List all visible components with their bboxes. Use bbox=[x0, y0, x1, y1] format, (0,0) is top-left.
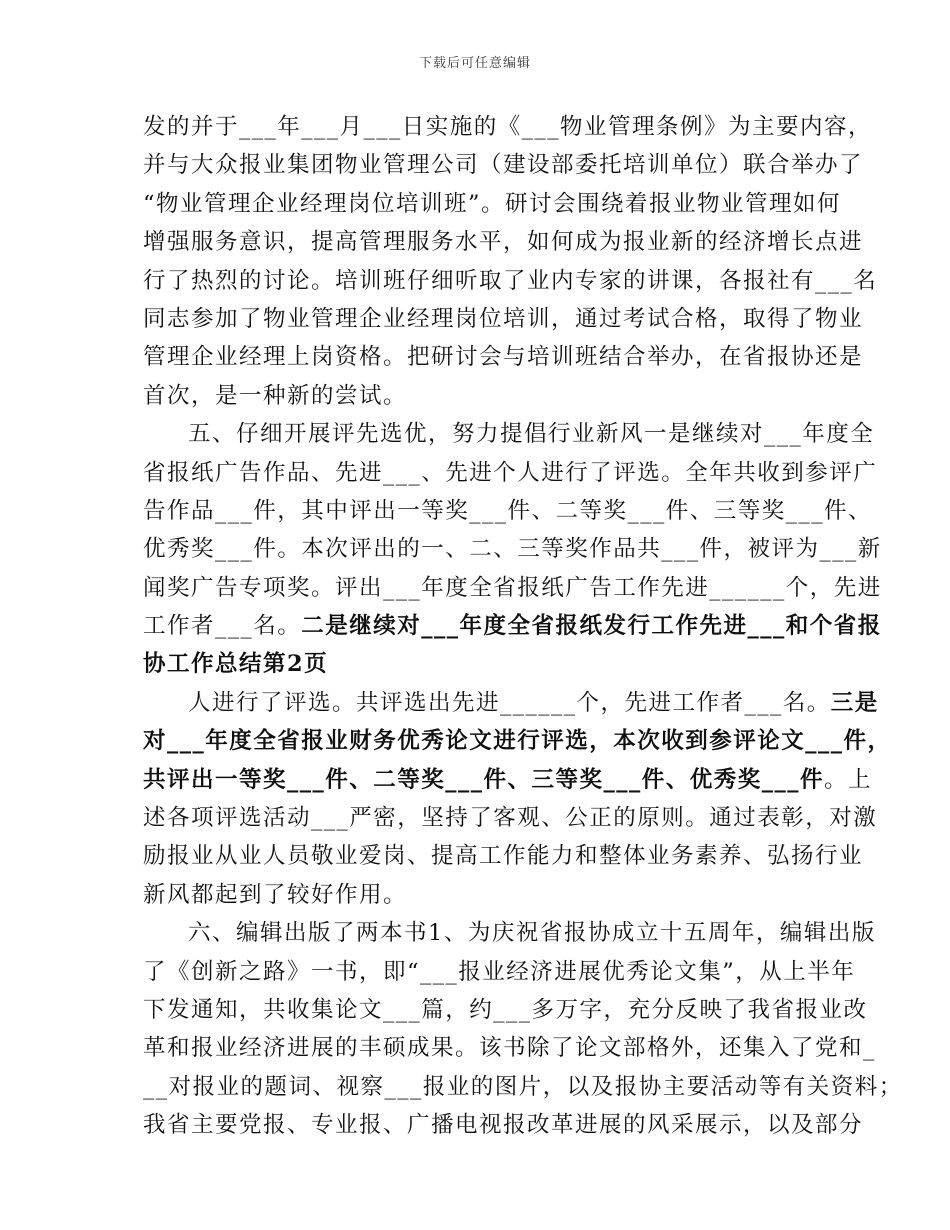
text-line: 革和报业经济进展的丰硕成果。该书除了论文部格外，还集入了党和_ bbox=[143, 1035, 876, 1062]
text-line: 管理企业经理上岗资格。把研讨会与培训班结合举办，在省报协还是 bbox=[143, 344, 864, 371]
text-line: 新风都起到了较好作用。 bbox=[143, 881, 408, 908]
text-line: 励报业从业人员敬业爱岗、提高工作能力和整体业务素养、弘扬行业 bbox=[143, 843, 864, 870]
page-header: 下载后可任意编辑 bbox=[418, 56, 531, 71]
text-line: 行了热烈的讨论。培训班仔细听取了业内专家的讲课，各报社有___名 bbox=[143, 267, 878, 294]
text-line bbox=[143, 684, 879, 722]
bold-text-run: 二是继续对___年度全省报纸发行工作先进___和个省报 bbox=[301, 613, 882, 640]
text-run: 人进行了评选。共评选出先进______个，先进工作者___名。 bbox=[188, 689, 831, 716]
text-run: 。上 bbox=[824, 766, 873, 793]
text-line: 增强服务意识，提高管理服务水平，如何成为报业新的经济增长点进 bbox=[143, 229, 864, 256]
text-line: __对报业的题词、视察___报业的图片，以及报协主要活动等有关资料； bbox=[143, 1073, 903, 1100]
text-line: “物业管理企业经理岗位培训班”。研讨会围绕着报业物业管理如何 bbox=[143, 190, 842, 217]
text-line bbox=[143, 607, 882, 645]
text-run: 工作者___名。 bbox=[143, 613, 302, 640]
text-line: 六、编辑出版了两本书1、为庆祝省报协成立十五周年，编辑出版 bbox=[188, 920, 876, 947]
text-line: 发的并于___年___月___日实施的《___物业管理条例》为主要内容， bbox=[143, 114, 873, 140]
text-line: 我省主要党报、专业报、广播电视报改革进展的风采展示，以及部分 bbox=[143, 1112, 864, 1139]
bold-text-run: 对___年度全省报业财务优秀论文进行评选，本次收到参评论文___件， bbox=[143, 728, 892, 755]
text-line: 同志参加了物业管理企业经理岗位培训，通过考试合格，取得了物业 bbox=[143, 305, 864, 332]
text-line: 告作品___件，其中评出一等奖___件、二等奖___件、三等奖___件、 bbox=[143, 497, 873, 524]
text-line bbox=[143, 722, 892, 760]
text-line: 优秀奖___件。本次评出的一、二、三等奖作品共___件，被评为___新 bbox=[143, 536, 882, 563]
text-line: 并与大众报业集团物业管理公司（建设部委托培训单位）联合举办了 bbox=[143, 152, 864, 179]
text-line: 述各项评选活动___严密，坚持了客观、公正的原则。通过表彰，对激 bbox=[143, 805, 878, 832]
text-line bbox=[143, 645, 811, 683]
text-line: 首次，是一种新的尝试。 bbox=[143, 382, 408, 409]
bold-text-run: 协工作总结第2页 bbox=[143, 651, 329, 678]
text-line: 了《创新之路》一书，即“___报业经济进展优秀论文集”，从上半年 bbox=[143, 958, 856, 985]
text-line bbox=[143, 761, 873, 799]
bold-text-run: 三是 bbox=[830, 689, 879, 716]
document-body bbox=[143, 108, 903, 1145]
text-line: 省报纸广告作品、先进___、先进个人进行了评选。全年共收到参评广 bbox=[143, 459, 878, 486]
bold-text-run: 共评出一等奖___件、二等奖___件、三等奖___件、优秀奖___件 bbox=[143, 766, 825, 793]
text-line: 闻奖广告专项奖。评出___年度全省报纸广告工作先进______个，先进 bbox=[143, 574, 882, 601]
text-line: 下发通知，共收集论文___篇，约___多万字，充分反映了我省报业改 bbox=[143, 996, 868, 1023]
text-line: 五、仔细开展评先选优，努力提倡行业新风一是继续对___年度全 bbox=[188, 421, 875, 448]
